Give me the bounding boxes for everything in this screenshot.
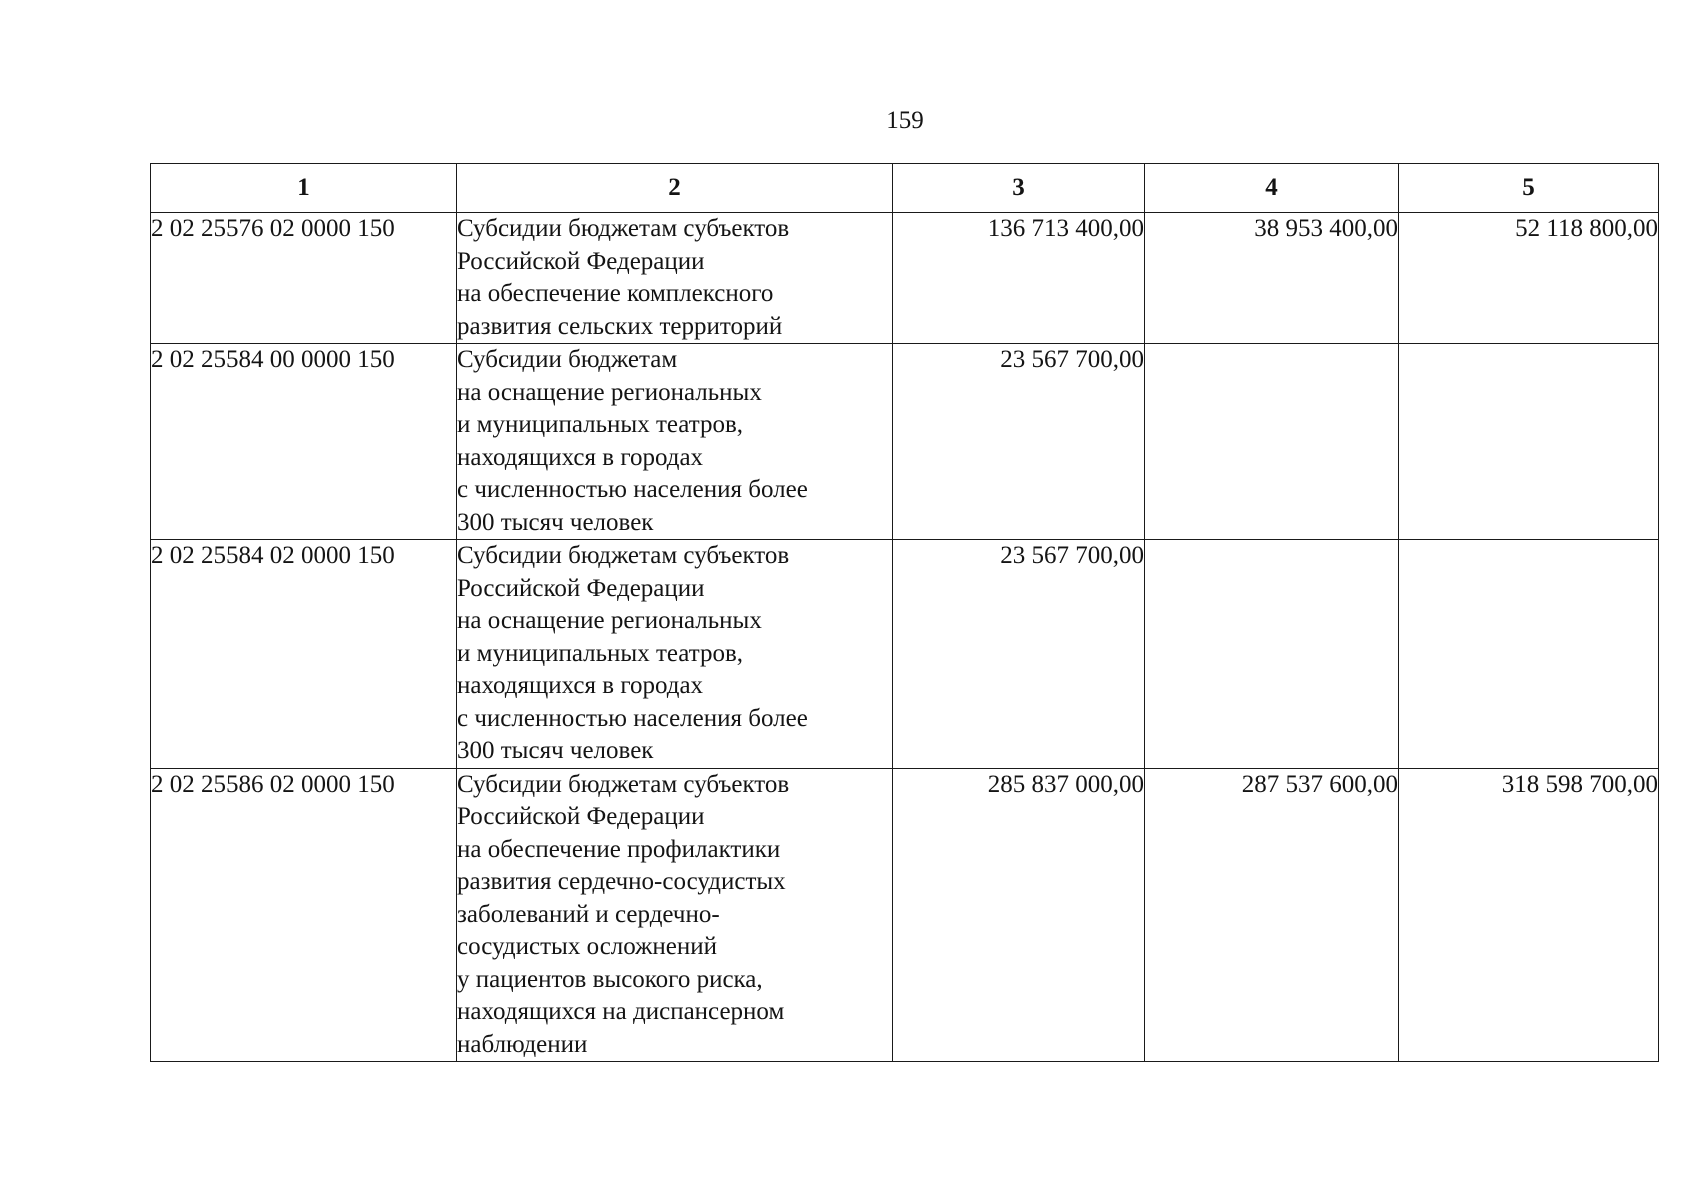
description-cell <box>457 344 893 540</box>
description-cell <box>457 540 893 769</box>
amount-col5-cell <box>1399 344 1659 540</box>
description-line: 300 тысяч человек <box>457 508 654 536</box>
description-line: Субсидии бюджетам субъектов <box>457 770 790 798</box>
description-cell <box>457 213 893 344</box>
description-line: с численностью населения более <box>457 476 808 503</box>
amount-col3-cell: 136 713 400,00 <box>893 213 1145 344</box>
description-line: Субсидии бюджетам субъектов <box>457 215 790 242</box>
header-row <box>151 164 1659 213</box>
description-line: сосудистых осложнений <box>457 933 718 960</box>
amount-col5-cell: 52 118 800,00 <box>1399 213 1659 344</box>
description-line: с численностью населения более <box>457 704 808 732</box>
description-line: 300 тысяч человек <box>457 737 654 764</box>
amount-col5-cell <box>1399 540 1659 769</box>
column-header-1: 1 <box>151 164 457 213</box>
amount-col4-cell <box>1145 540 1399 769</box>
table-row <box>151 540 1659 769</box>
column-header-4: 4 <box>1145 164 1399 213</box>
description-line: наблюдении <box>457 1030 588 1058</box>
amount-col4-cell: 287 537 600,00 <box>1145 768 1399 1062</box>
description-line: заболеваний и сердечно- <box>457 900 720 928</box>
description-line: Российской Федерации <box>457 574 705 602</box>
description-line: находящихся на диспансерном <box>457 998 785 1025</box>
description-line: Субсидии бюджетам <box>457 346 678 373</box>
budget-code-cell: 2 02 25584 00 0000 150 <box>151 344 457 540</box>
description-line: находящихся в городах <box>457 672 704 699</box>
budget-table <box>150 163 1659 1062</box>
amount-col4-cell <box>1145 344 1399 540</box>
description-line: и муниципальных театров, <box>457 411 744 438</box>
description-line: развития сердечно-сосудистых <box>457 868 786 895</box>
description-line: Российской Федерации <box>457 803 705 830</box>
table-row <box>151 768 1659 1062</box>
description-line: Российской Федерации <box>457 247 705 275</box>
amount-col3-cell: 285 837 000,00 <box>893 768 1145 1062</box>
amount-col3-cell: 23 567 700,00 <box>893 344 1145 540</box>
budget-code-cell: 2 02 25586 02 0000 150 <box>151 768 457 1062</box>
amount-col5-cell: 318 598 700,00 <box>1399 768 1659 1062</box>
budget-code-cell: 2 02 25584 02 0000 150 <box>151 540 457 769</box>
amount-col3-cell: 23 567 700,00 <box>893 540 1145 769</box>
description-line: развития сельских территорий <box>457 312 783 340</box>
budget-code-cell: 2 02 25576 02 0000 150 <box>151 213 457 344</box>
description-line: на обеспечение профилактики <box>457 835 781 863</box>
table-row <box>151 213 1659 344</box>
description-line: на оснащение региональных <box>457 607 762 634</box>
description-line: находящихся в городах <box>457 443 704 471</box>
description-line: на оснащение региональных <box>457 378 762 406</box>
description-cell <box>457 768 893 1062</box>
table-row <box>151 344 1659 540</box>
amount-col4-cell: 38 953 400,00 <box>1145 213 1399 344</box>
column-header-5: 5 <box>1399 164 1659 213</box>
page-number: 159 <box>886 107 924 134</box>
description-line: у пациентов высокого риска, <box>457 965 763 993</box>
description-line: Субсидии бюджетам субъектов <box>457 542 790 569</box>
description-line: и муниципальных театров, <box>457 639 744 667</box>
column-header-2: 2 <box>457 164 893 213</box>
description-line: на обеспечение комплексного <box>457 280 774 307</box>
column-header-3: 3 <box>893 164 1145 213</box>
